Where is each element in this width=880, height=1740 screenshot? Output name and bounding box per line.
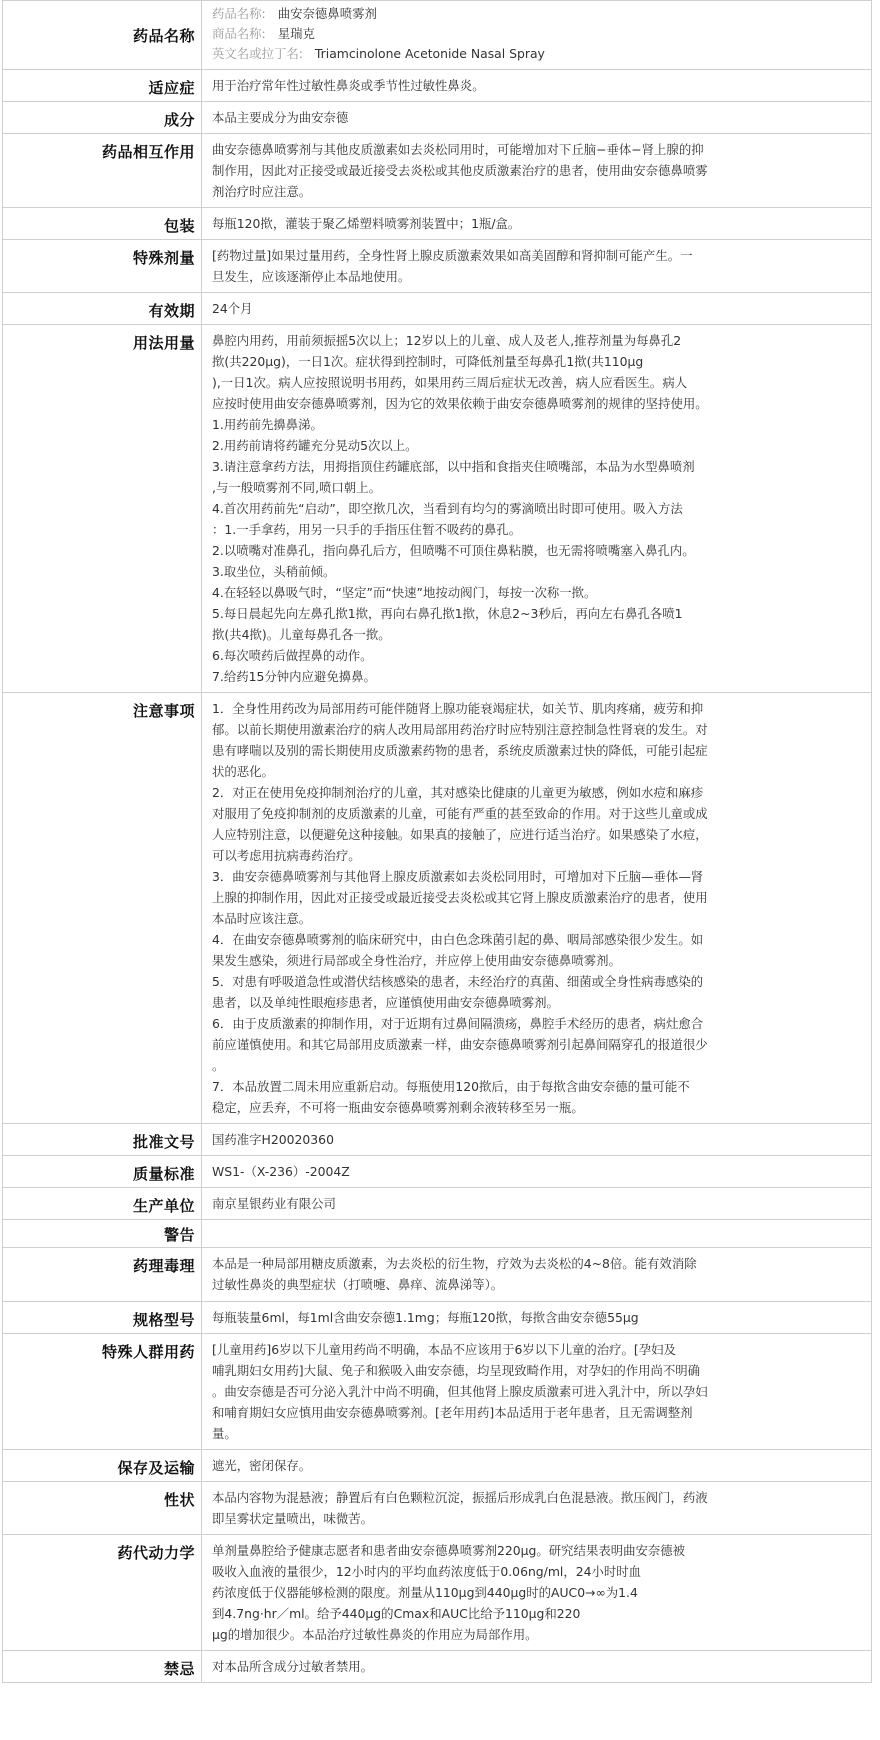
text-line: [儿童用药]6岁以下儿童用药尚不明确，本品不应该用于6岁以下儿童的治疗。[孕妇及 [212, 1342, 676, 1357]
text-line: 吸收入血液的量很少，12小时内的平均血药浓度低于0.06ng/ml，24小时时血 [212, 1564, 642, 1579]
row-label: 包装 [3, 208, 202, 240]
text-line: 5.每日晨起先向左鼻孔揿1揿，再向右鼻孔揿1揿，休息2~3秒后，再向左右鼻孔各喷1 [212, 606, 683, 621]
text-line: 对本品所含成分过敏者禁用。 [212, 1659, 374, 1674]
text-line: 2.以喷嘴对准鼻孔，指向鼻孔后方，但喷嘴不可顶住鼻粘膜，也无需将喷嘴塞入鼻孔内。 [212, 543, 695, 558]
row-value [202, 1450, 872, 1482]
text-line: 可以考虑用抗病毒药治疗。 [212, 848, 361, 863]
row-pharmacology [3, 1248, 872, 1302]
row-label: 警告 [3, 1220, 202, 1248]
row-value [202, 325, 872, 693]
text-line: 本品时应该注意。 [212, 911, 312, 926]
text-line: 揿(共220μg)，一日1次。症状得到控制时，可降低剂量至每鼻孔1揿(共110μg [212, 354, 644, 369]
text-line: ),一日1次。病人应按照说明书用药，如果用药三周后症状无改善，病人应看医生。病人 [212, 375, 688, 390]
row-value [202, 1334, 872, 1450]
row-cautions [3, 693, 872, 1124]
english-name-value: Triamcinolone Acetonide Nasal Spray [314, 46, 545, 61]
text-line: 3.取坐位，头稍前倾。 [212, 564, 336, 579]
text-line: 哺乳期妇女用药]大鼠、兔子和猴吸入曲安奈德，均呈现致畸作用，对孕妇的作用尚不明确 [212, 1363, 701, 1378]
row-value [202, 1535, 872, 1651]
row-value [202, 70, 872, 102]
text-line: 应按时使用曲安奈德鼻喷雾剂，因为它的效果依赖于曲安奈德鼻喷雾剂的规律的坚持使用。 [212, 396, 708, 411]
row-manufacturer [3, 1188, 872, 1220]
row-label: 药品名称 [3, 1, 202, 70]
row-label: 药品相互作用 [3, 134, 202, 208]
row-value [202, 208, 872, 240]
text-line: 6.每次喷药后做捏鼻的动作。 [212, 648, 373, 663]
text-line: [药物过量]如果过量用药，全身性肾上腺皮质激素效果如高美固醇和肾抑制可能产生。一 [212, 248, 693, 263]
text-line: 到4.7ng·hr／ml。给予440μg的Cmax和AUC比给予110μg和220 [212, 1606, 581, 1621]
text-line: 量。 [212, 1426, 237, 1441]
row-interaction [3, 134, 872, 208]
row-pharmacokinetics [3, 1535, 872, 1651]
text-line: 4．在曲安奈德鼻喷雾剂的临床研究中，由白色念珠菌引起的鼻、咽局部感染很少发生。如 [212, 932, 704, 947]
text-line: 1.用药前先擤鼻涕。 [212, 417, 323, 432]
text-line: 。曲安奈德是否可分泌入乳汁中尚不明确，但其他肾上腺皮质激素可进入乳汁中，所以孕妇 [212, 1384, 708, 1399]
text-line: 4.在轻轻以鼻吸气时，“坚定”而“快速”地按动阀门，每按一次称一揿。 [212, 585, 597, 600]
row-value [202, 1156, 872, 1188]
text-line: 每瓶装量6ml，每1ml含曲安奈德1.1mg；每瓶120揿，每揿含曲安奈德55μg [212, 1310, 639, 1325]
text-line: 郁。以前长期使用激素治疗的病人改用局部用药治疗时应特别注意控制急性肾衰的发生。对 [212, 722, 708, 737]
row-contraindications [3, 1651, 872, 1683]
row-label: 保存及运输 [3, 1450, 202, 1482]
row-label: 有效期 [3, 293, 202, 325]
text-line: 剂治疗时应注意。 [212, 184, 312, 199]
generic-name-value: 曲安奈德鼻喷雾剂 [277, 6, 377, 21]
text-line: ,与一般喷雾剂不同,喷口朝上。 [212, 480, 381, 495]
english-name-line [212, 44, 853, 64]
text-line: 7．本品放置二周未用应重新启动。每瓶使用120揿后，由于每揿含曲安奈德的量可能不 [212, 1079, 690, 1094]
row-value [202, 1220, 872, 1248]
text-line: 国药准字H20020360 [212, 1132, 334, 1147]
drug-info-table [2, 0, 872, 1683]
text-line: 患者，以及单纯性眼疱疹患者，应谨慎使用曲安奈德鼻喷雾剂。 [212, 995, 559, 1010]
generic-name-key: 药品名称: [212, 6, 266, 21]
text-line: 患有哮喘以及别的需长期使用皮质激素药物的患者，系统皮质激素过快的降低，可能引起症 [212, 743, 708, 758]
text-line: 制作用，因此对正接受或最近接受去炎松或其他皮质激素治疗的患者，使用曲安奈德鼻喷雾 [212, 163, 708, 178]
text-line: 2.用药前请将药罐充分晃动5次以上。 [212, 438, 418, 453]
text-line: ：1.一手拿药，用另一只手的手指压住暂不吸药的鼻孔。 [212, 522, 522, 537]
text-line: 即呈雾状定量喷出，味微苦。 [212, 1511, 374, 1526]
text-line: 上腺的抑制作用，因此对正接受或最近接受去炎松或其它肾上腺皮质激素治疗的患者，使用 [212, 890, 708, 905]
text-line: 稳定，应丢弃，不可将一瓶曲安奈德鼻喷雾剂剩余液转移至另一瓶。 [212, 1100, 584, 1115]
row-standard [3, 1156, 872, 1188]
text-line: 状的恶化。 [212, 764, 274, 779]
text-line: 3．曲安奈德鼻喷雾剂与其他肾上腺皮质激素如去炎松同用时，可增加对下丘脑—垂体—肾 [212, 869, 704, 884]
row-ingredient [3, 102, 872, 134]
row-label: 用法用量 [3, 325, 202, 693]
text-line: 24个月 [212, 301, 253, 316]
text-line: 对服用了免疫抑制剂的皮质激素的儿童，可能有严重的甚至致命的作用。对于这些儿童或成 [212, 806, 708, 821]
text-line: 果发生感染，须进行局部或全身性治疗，并应停上使用曲安奈德鼻喷雾剂。 [212, 953, 621, 968]
row-value [202, 693, 872, 1124]
row-label: 生产单位 [3, 1188, 202, 1220]
name-cell [202, 1, 872, 70]
text-line: 鼻腔内用药，用前须振摇5次以上；12岁以上的儿童、成人及老人,推荐剂量为每鼻孔2 [212, 333, 682, 348]
row-appearance [3, 1482, 872, 1535]
text-line: 。 [212, 1058, 225, 1073]
row-value [202, 240, 872, 293]
text-line: 3.请注意拿药方法，用拇指顶住药罐底部，以中指和食指夹住喷嘴部，本品为水型鼻喷剂 [212, 459, 695, 474]
text-line: μg的增加很少。本品治疗过敏性鼻炎的作用应为局部作用。 [212, 1627, 538, 1642]
generic-name-line [212, 4, 853, 24]
row-value [202, 293, 872, 325]
row-label: 特殊人群用药 [3, 1334, 202, 1450]
text-line: 每瓶120揿，灌装于聚乙烯塑料喷雾剂装置中；1瓶/盒。 [212, 216, 521, 231]
row-indication [3, 70, 872, 102]
row-value [202, 1482, 872, 1535]
text-line: 6．由于皮质激素的抑制作用，对于近期有过鼻间隔溃疡，鼻腔手术经历的患者，病灶愈合 [212, 1016, 704, 1031]
row-value [202, 1651, 872, 1683]
row-label: 适应症 [3, 70, 202, 102]
row-value [202, 102, 872, 134]
row-label: 质量标准 [3, 1156, 202, 1188]
text-line: 本品内容物为混悬液；静置后有白色颗粒沉淀，振摇后形成乳白色混悬液。揿压阀门，药液 [212, 1490, 708, 1505]
text-line: 过敏性鼻炎的典型症状（打喷嚏、鼻痒、流鼻涕等）。 [212, 1277, 504, 1292]
row-dosage [3, 325, 872, 693]
row-value [202, 1248, 872, 1302]
text-line: 旦发生，应该逐渐停止本品地使用。 [212, 269, 411, 284]
row-label: 性状 [3, 1482, 202, 1535]
text-line: 本品主要成分为曲安奈德 [212, 110, 349, 125]
brand-name-key: 商品名称: [212, 26, 266, 41]
row-label: 药理毒理 [3, 1248, 202, 1302]
row-warning [3, 1220, 872, 1248]
text-line: 人应特别注意，以便避免这种接触。如果真的接触了，应进行适当治疗。如果感染了水痘， [212, 827, 708, 842]
row-package [3, 208, 872, 240]
row-label: 规格型号 [3, 1302, 202, 1334]
text-line: 7.给药15分钟内应避免擤鼻。 [212, 669, 376, 684]
row-label: 特殊剂量 [3, 240, 202, 293]
row-label: 药代动力学 [3, 1535, 202, 1651]
row-value [202, 1302, 872, 1334]
text-line: 揿(共4揿)。儿童每鼻孔各一揿。 [212, 627, 391, 642]
row-special-groups [3, 1334, 872, 1450]
text-line: 1．全身性用药改为局部用药可能伴随肾上腺功能衰竭症状，如关节、肌肉疼痛，疲劳和抑 [212, 701, 704, 716]
row-label: 批准文号 [3, 1124, 202, 1156]
row-label: 禁忌 [3, 1651, 202, 1683]
row-approval [3, 1124, 872, 1156]
text-line: WS1-（X-236）-2004Z [212, 1164, 350, 1179]
row-overdose [3, 240, 872, 293]
row-value [202, 134, 872, 208]
text-line: 遮光，密闭保存。 [212, 1458, 312, 1473]
english-name-key: 英文名或拉丁名: [212, 46, 303, 61]
row-value [202, 1124, 872, 1156]
row-name [3, 1, 872, 70]
text-line: 前应谨慎使用。和其它局部用皮质激素一样，曲安奈德鼻喷雾剂引起鼻间隔穿孔的报道很少 [212, 1037, 708, 1052]
text-line: 4.首次用药前先“启动”，即空揿几次，当看到有均匀的雾滴喷出时即可使用。吸入方法 [212, 501, 683, 516]
row-spec [3, 1302, 872, 1334]
row-label: 成分 [3, 102, 202, 134]
brand-name-line [212, 24, 853, 44]
text-line: 5．对患有呼吸道急性或潜伏结核感染的患者，未经治疗的真菌、细菌或全身性病毒感染的 [212, 974, 704, 989]
text-line: 本品是一种局部用糖皮质激素，为去炎松的衍生物，疗效为去炎松的4~8倍。能有效消除 [212, 1256, 697, 1271]
text-line: 药浓度低于仪器能够检测的限度。剂量从110μg到440μg时的AUC0→∞为1.4 [212, 1585, 638, 1600]
row-value [202, 1188, 872, 1220]
text-line: 和哺育期妇女应慎用曲安奈德鼻喷雾剂。[老年用药]本品适用于老年患者，且无需调整剂 [212, 1405, 693, 1420]
row-storage [3, 1450, 872, 1482]
text-line: 曲安奈德鼻喷雾剂与其他皮质激素如去炎松同用时，可能增加对下丘脑−垂体−肾上腺的抑 [212, 142, 704, 157]
text-line: 2．对正在使用免疫抑制剂治疗的儿童，其对感染比健康的儿童更为敏感，例如水痘和麻疹 [212, 785, 704, 800]
text-line: 单剂量鼻腔给予健康志愿者和患者曲安奈德鼻喷雾剂220μg。研究结果表明曲安奈德被 [212, 1543, 686, 1558]
row-validity [3, 293, 872, 325]
text-line: 用于治疗常年性过敏性鼻炎或季节性过敏性鼻炎。 [212, 78, 485, 93]
brand-name-value: 星瑞克 [277, 26, 315, 41]
text-line: 南京星银药业有限公司 [212, 1196, 336, 1211]
row-label: 注意事项 [3, 693, 202, 1124]
